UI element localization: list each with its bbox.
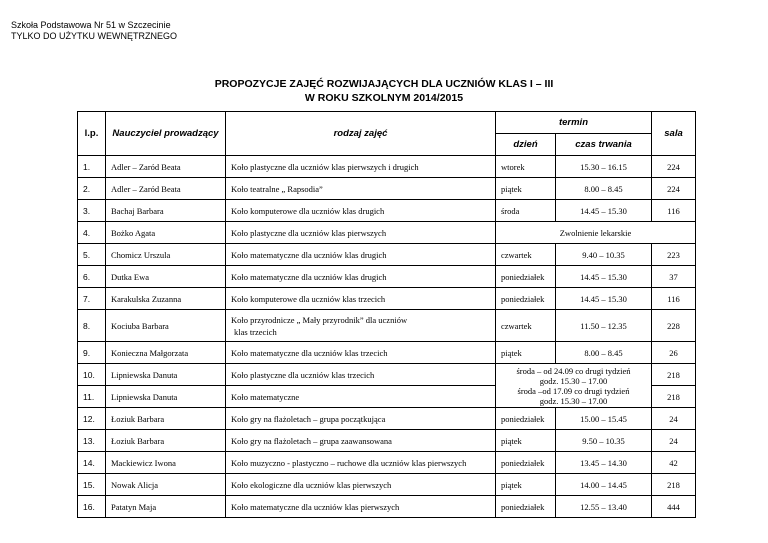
activity-cell: Koło matematyczne dla uczniów klas drugich: [226, 266, 496, 288]
table-row: [78, 178, 696, 200]
col-header-teacher: Nauczyciel prowadzący: [106, 112, 226, 156]
lp-cell: 11.: [78, 386, 106, 408]
day-cell: środa: [496, 200, 556, 222]
day-cell: czwartek: [496, 310, 556, 342]
lp-cell: 6.: [78, 266, 106, 288]
room-cell: 223: [652, 244, 696, 266]
activity-cell: Koło muzyczno - plastyczno – ruchowe dla uczniów klas pierwszych: [226, 452, 496, 474]
lp-cell: 1.: [78, 156, 106, 178]
room-cell: 42: [652, 452, 696, 474]
time-cell: 14.45 – 15.30: [556, 266, 652, 288]
lp-cell: 12.: [78, 408, 106, 430]
lp-cell: 16.: [78, 496, 106, 518]
teacher-cell: Dutka Ewa: [106, 266, 226, 288]
teacher-cell: Patatyn Maja: [106, 496, 226, 518]
time-cell: 11.50 – 12.35: [556, 310, 652, 342]
time-cell: 9.50 – 10.35: [556, 430, 652, 452]
biweekly-schedule-cell: [496, 364, 652, 408]
time-cell: 13.45 – 14.30: [556, 452, 652, 474]
time-cell: 9.40 – 10.35: [556, 244, 652, 266]
activity-cell: Koło matematyczne dla uczniów klas trzecich: [226, 342, 496, 364]
activity-cell: Koło plastyczne dla uczniów klas pierwszych i drugich: [226, 156, 496, 178]
activity-cell: Koło matematyczne dla uczniów klas pierwszych: [226, 496, 496, 518]
table-row: [78, 288, 696, 310]
room-cell: 224: [652, 178, 696, 200]
day-cell: piątek: [496, 342, 556, 364]
activity-line-1: Koło przyrodnicze „ Mały przyrodnik” dla uczniów: [231, 314, 408, 325]
table-row: [78, 408, 696, 430]
teacher-cell: Adler – Zaród Beata: [106, 178, 226, 200]
room-cell: 116: [652, 200, 696, 222]
room-cell: 218: [652, 474, 696, 496]
table-row: [78, 364, 696, 386]
teacher-cell: Adler – Zaród Beata: [106, 156, 226, 178]
internal-use-note: TYLKO DO UŻYTKU WEWNĘTRZNEGO: [11, 31, 178, 41]
activity-cell: Koło komputerowe dla uczniów klas trzecich: [226, 288, 496, 310]
activity-cell: Koło ekologiczne dla uczniów klas pierwszych: [226, 474, 496, 496]
school-name: Szkoła Podstawowa Nr 51 w Szczecinie: [11, 20, 171, 30]
activities-table: [77, 111, 696, 518]
lp-cell: 7.: [78, 288, 106, 310]
lp-cell: 14.: [78, 452, 106, 474]
day-cell: wtorek: [496, 156, 556, 178]
room-cell: 26: [652, 342, 696, 364]
table-header-row: [78, 112, 696, 134]
table-row: [78, 222, 696, 244]
teacher-cell: Lipniewska Danuta: [106, 364, 226, 386]
activity-cell: [226, 310, 496, 342]
time-cell: 15.00 – 15.45: [556, 408, 652, 430]
day-cell: piątek: [496, 430, 556, 452]
room-cell: 24: [652, 430, 696, 452]
schedule-line-3: środa –od 17.09 co drugi tydzień: [517, 385, 630, 396]
teacher-cell: Konieczna Małgorzata: [106, 342, 226, 364]
lp-cell: 13.: [78, 430, 106, 452]
col-header-room: sala: [652, 112, 696, 156]
activity-cell: Koło plastyczne dla uczniów klas trzecich: [226, 364, 496, 386]
table-row: [78, 156, 696, 178]
teacher-cell: Lipniewska Danuta: [106, 386, 226, 408]
time-cell: 12.55 – 13.40: [556, 496, 652, 518]
time-cell: 15.30 – 16.15: [556, 156, 652, 178]
teacher-cell: Łoziuk Barbara: [106, 430, 226, 452]
document-subtitle: W ROKU SZKOLNYM 2014/2015: [304, 92, 464, 104]
teacher-cell: Łoziuk Barbara: [106, 408, 226, 430]
day-cell: poniedziałek: [496, 452, 556, 474]
lp-cell: 9.: [78, 342, 106, 364]
day-cell: poniedziałek: [496, 496, 556, 518]
room-cell: 24: [652, 408, 696, 430]
table-row: [78, 310, 696, 342]
col-header-term: termin: [496, 112, 652, 134]
document-title: PROPOZYCJE ZAJĘĆ ROZWIJAJĄCYCH DLA UCZNIÓW KLAS I – III: [214, 78, 554, 90]
activity-cell: Koło gry na flażoletach – grupa początkująca: [226, 408, 496, 430]
table-row: [78, 452, 696, 474]
table-row: [78, 342, 696, 364]
activity-cell: Koło gry na flażoletach – grupa zaawansowana: [226, 430, 496, 452]
col-header-day: dzień: [496, 134, 556, 156]
time-cell: 14.45 – 15.30: [556, 200, 652, 222]
activity-cell: Koło komputerowe dla uczniów klas drugich: [226, 200, 496, 222]
table-row: [78, 430, 696, 452]
activity-line-2: klas trzecich: [234, 326, 277, 337]
schedule-line-1: środa – od 24.09 co drugi tydzień: [516, 365, 631, 376]
room-cell: 444: [652, 496, 696, 518]
col-header-lp: l.p.: [78, 112, 106, 156]
col-header-activity: rodzaj zajęć: [226, 112, 496, 156]
day-cell: poniedziałek: [496, 408, 556, 430]
room-cell: 218: [652, 364, 696, 386]
time-cell: 8.00 – 8.45: [556, 178, 652, 200]
schedule-line-2: godz. 15.30 – 17.00: [539, 375, 608, 386]
day-cell: poniedziałek: [496, 266, 556, 288]
activity-cell: Koło teatralne „ Rapsodia”: [226, 178, 496, 200]
teacher-cell: Karakulska Zuzanna: [106, 288, 226, 310]
lp-cell: 5.: [78, 244, 106, 266]
room-cell: 218: [652, 386, 696, 408]
teacher-cell: Kociuba Barbara: [106, 310, 226, 342]
lp-cell: 4.: [78, 222, 106, 244]
sick-leave-note: Zwolnienie lekarskie: [496, 222, 696, 244]
lp-cell: 8.: [78, 310, 106, 342]
table-row: [78, 266, 696, 288]
time-cell: 14.00 – 14.45: [556, 474, 652, 496]
time-cell: 14.45 – 15.30: [556, 288, 652, 310]
room-cell: 224: [652, 156, 696, 178]
teacher-cell: Nowak Alicja: [106, 474, 226, 496]
activity-cell: Koło matematyczne: [226, 386, 496, 408]
room-cell: 37: [652, 266, 696, 288]
day-cell: piątek: [496, 474, 556, 496]
table-row: [78, 244, 696, 266]
teacher-cell: Bachaj Barbara: [106, 200, 226, 222]
table-row: [78, 200, 696, 222]
lp-cell: 15.: [78, 474, 106, 496]
day-cell: czwartek: [496, 244, 556, 266]
teacher-cell: Mackiewicz Iwona: [106, 452, 226, 474]
lp-cell: 2.: [78, 178, 106, 200]
teacher-cell: Chomicz Urszula: [106, 244, 226, 266]
table-row: [78, 496, 696, 518]
room-cell: 228: [652, 310, 696, 342]
schedule-line-4: godz. 15.30 – 17.00: [539, 395, 608, 406]
col-header-time: czas trwania: [556, 134, 652, 156]
time-cell: 8.00 – 8.45: [556, 342, 652, 364]
teacher-cell: Bożko Agata: [106, 222, 226, 244]
activity-cell: Koło matematyczne dla uczniów klas drugich: [226, 244, 496, 266]
day-cell: poniedziałek: [496, 288, 556, 310]
lp-cell: 3.: [78, 200, 106, 222]
table-row: [78, 474, 696, 496]
lp-cell: 10.: [78, 364, 106, 386]
day-cell: piątek: [496, 178, 556, 200]
activity-cell: Koło plastyczne dla uczniów klas pierwszych: [226, 222, 496, 244]
room-cell: 116: [652, 288, 696, 310]
